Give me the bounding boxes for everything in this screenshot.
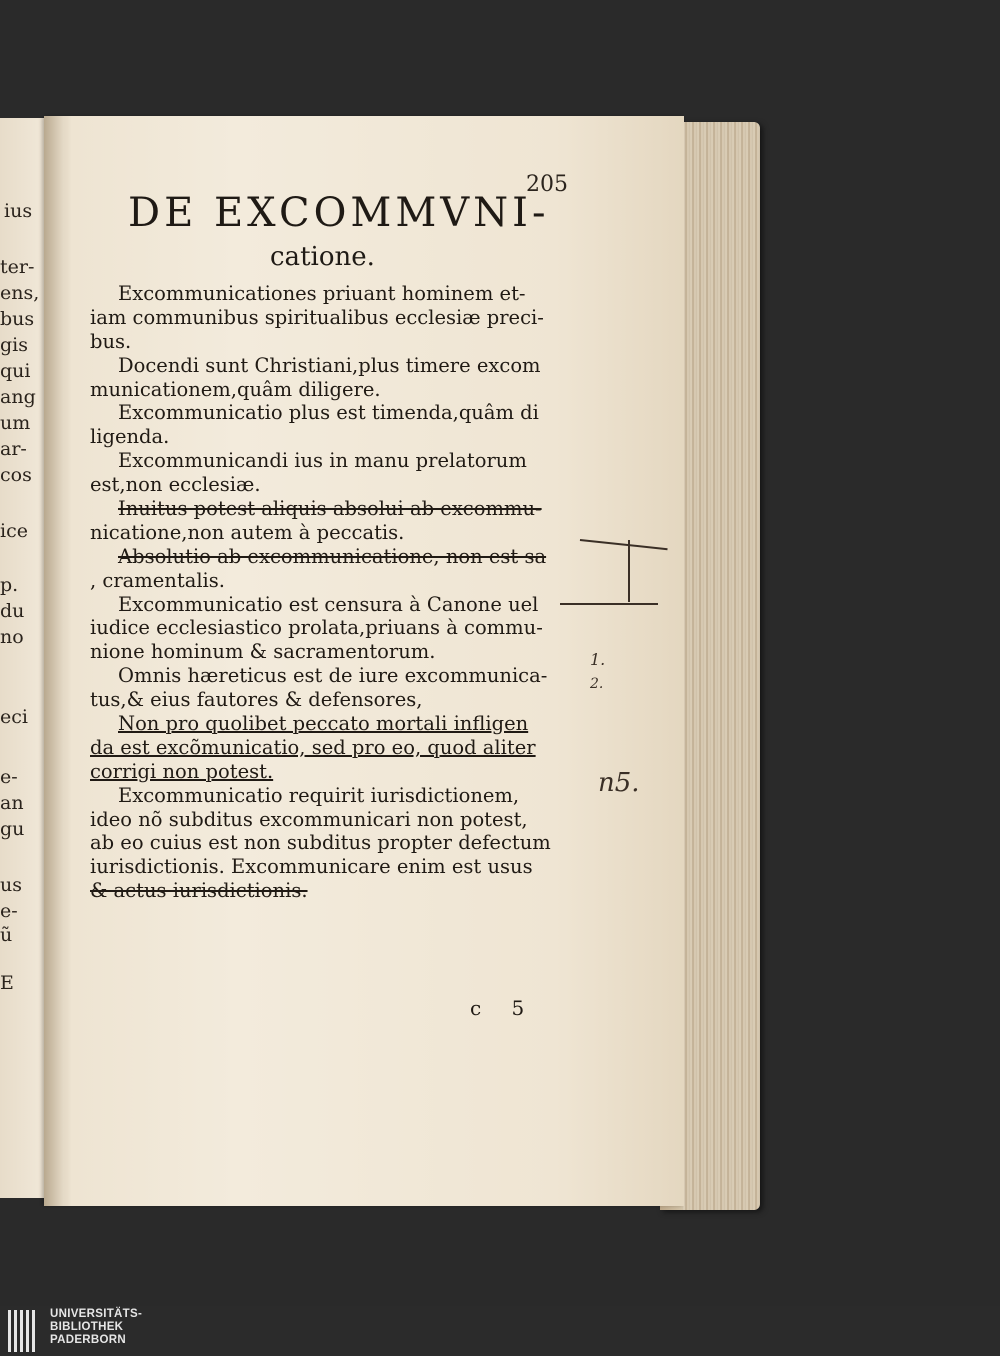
text-line: tus,& eius fautores & defensores, [90, 688, 423, 712]
left-fragment: ang [0, 386, 36, 408]
left-fragment: gis [0, 334, 28, 356]
left-fragment: du [0, 600, 25, 622]
margin-note: 2. [590, 676, 604, 692]
text-line: nicatione,non autem à peccatis. [90, 520, 405, 544]
underlined-line: Non pro quolibet peccato mortali infligen [118, 712, 529, 736]
margin-stroke [560, 603, 658, 605]
text-line: Docendi sunt Christiani,plus timere excom [118, 353, 541, 377]
text-line: iurisdictionis. Excommunicare enim est usus [90, 855, 533, 879]
left-fragment: cos [0, 464, 32, 486]
text-line: est,non ecclesiæ. [90, 473, 261, 497]
text-line: Excommunicandi ius in manu prelatorum [118, 449, 527, 473]
margin-note: n5. [598, 768, 640, 798]
library-line: PADERBORN [50, 1334, 126, 1346]
page-number: 205 [526, 172, 568, 197]
text-line: bus. [90, 329, 132, 353]
left-fragment: ar- [0, 438, 27, 460]
left-fragment: gu [0, 818, 25, 840]
signature-mark: c 5 [470, 996, 537, 1020]
text-line: , cramentalis. [90, 568, 225, 592]
struck-line: Absolutio ab excommunicatione, non est sa [118, 544, 547, 568]
library-logo-icon [8, 1310, 42, 1352]
text-line: Excommunicatio requirit iurisdictionem, [118, 783, 520, 807]
text-line: Excommunicationes priuant hominem et- [118, 282, 526, 305]
underlined-line: da est excõmunicatio, sed pro eo, quod aliter [90, 735, 536, 759]
text-line: ideo nõ subditus excommunicari non potest, [90, 807, 528, 831]
page-gutter [44, 116, 72, 1206]
left-fragment: qui [0, 360, 31, 382]
left-fragment: ice [0, 520, 28, 542]
left-fragment: no [0, 626, 24, 648]
left-fragment: e- [0, 766, 18, 788]
left-fragment: e- [0, 900, 18, 922]
left-fragment: p. [0, 574, 19, 596]
left-fragment: bus [0, 308, 35, 330]
text-line: Excommunicatio plus est timenda,quâm di [118, 401, 539, 425]
left-fragment: E [0, 972, 14, 994]
left-fragment: us [0, 874, 22, 896]
text-line: ligenda. [90, 425, 170, 449]
left-fragment: ens, [0, 282, 40, 304]
chapter-subtitle: catione. [270, 242, 375, 272]
left-fragment: an [0, 792, 24, 814]
text-line: Omnis hæreticus est de iure excommunica- [118, 664, 548, 688]
text-line: municationem,quâm diligere. [90, 377, 381, 401]
struck-line: Inuitus potest aliquis absolui ab excommu- [118, 497, 542, 521]
text-line: iudice ecclesiastico prolata,priuans à commu- [90, 616, 543, 640]
text-line: ab eo cuius est non subditus propter defectum [90, 831, 551, 855]
left-fragment: eci [0, 706, 28, 728]
text-line: nione hominum & sacramentorum. [90, 640, 436, 664]
left-fragment: ius [4, 200, 33, 222]
struck-line: & actus iurisdictionis. [90, 879, 308, 903]
library-line: BIBLIOTHEK [50, 1321, 124, 1333]
left-fragment: ũ [0, 924, 13, 946]
left-fragment: um [0, 412, 31, 434]
margin-note: 1. [590, 650, 606, 669]
underlined-line: corrigi non potest. [90, 759, 274, 783]
body-text [90, 282, 590, 903]
left-fragment: ter- [0, 256, 35, 278]
text-line: Excommunicatio est censura à Canone uel [118, 592, 539, 616]
text-line: iam communibus spiritualibus ecclesiæ preci- [90, 305, 544, 329]
chapter-title: DE EXCOMMVNI- [128, 190, 550, 236]
library-footer [0, 1306, 1000, 1356]
margin-stroke [628, 540, 630, 602]
library-line: UNIVERSITÄTS- [50, 1308, 143, 1320]
library-name [50, 1308, 142, 1347]
